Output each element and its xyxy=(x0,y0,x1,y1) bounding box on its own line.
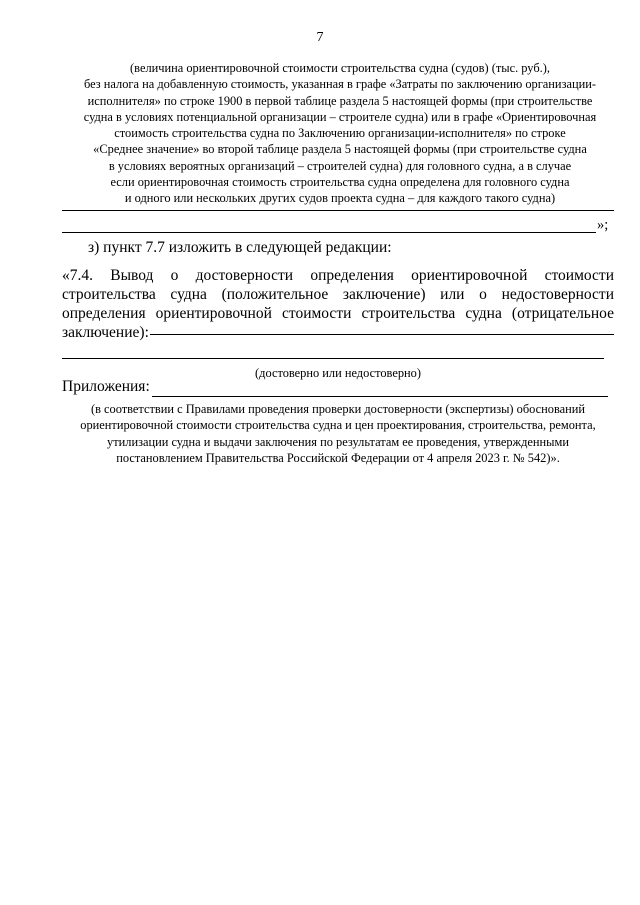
conclusion-fill-line xyxy=(62,358,604,359)
note-line: без налога на добавленную стоимость, указанная в графе «Затраты по заключению организации- xyxy=(84,77,596,92)
note-line: стоимость строительства судна по Заключению организации-исполнителя» по строке xyxy=(114,126,566,141)
fill-in-line xyxy=(62,210,614,211)
conclusion-caption: (достоверно или недостоверно) xyxy=(255,366,421,380)
conclusion-fill-line xyxy=(150,334,614,335)
note-line: в условиях вероятных организаций – строителей судна) для головного судна, а в случае xyxy=(108,158,572,173)
appendix-note-line: утилизации судна и выдачи заключения по результатам ее проведения, утвержденными xyxy=(107,434,569,449)
appendix-note xyxy=(62,401,614,466)
page-number: 7 xyxy=(316,30,324,45)
clause-7-4 xyxy=(62,266,614,342)
clause-line: определения ориентировочной стоимости строительства судна (отрицательное xyxy=(62,305,614,322)
note-line: «Среднее значение» во второй таблице раздела 5 настоящей формы (при строительстве судна xyxy=(93,142,587,157)
appendix-note-line: (в соответствии с Правилами проведения проверки достоверности (экспертизы) обоснований xyxy=(90,402,586,416)
appendix-label: Приложения: xyxy=(62,378,150,395)
appendix-note-line: постановлением Правительства Российской Федерации от 4 апреля 2023 г. № 542)». xyxy=(116,450,560,465)
clause-line: заключение): xyxy=(62,324,149,341)
appendix-note-line: ориентировочной стоимости строительства судна и цен проектирования, строительства, ремонта, xyxy=(80,418,596,433)
note-line: (величина ориентировочной стоимости строительства судна (судов) (тыс. руб.), xyxy=(130,61,550,75)
clause-line: «7.4. Вывод о достоверности определения ориентировочной стоимости xyxy=(62,267,614,284)
clause-line: строительства судна (положительное заключение) или о недостоверности xyxy=(62,286,614,303)
note-line: судна в условиях потенциальной организации – строителе судна) или в графе «Ориентировочная xyxy=(83,109,597,124)
appendix-fill-line xyxy=(152,396,608,397)
closing-quote-mark: »; xyxy=(597,217,609,233)
note-line: исполнителя» по строке 1900 в первой таблице раздела 5 настоящей формы (при строительстве xyxy=(87,93,593,108)
note-line: если ориентировочная стоимость строительства судна определена для головного судна xyxy=(110,175,570,190)
amendment-item-z: з) пункт 7.7 изложить в следующей редакции: xyxy=(88,239,392,256)
fill-in-line xyxy=(62,232,596,233)
note-line: и одного или нескольких других судов проекта судна – для каждого такого судна) xyxy=(124,191,556,206)
cost-explanation-note xyxy=(60,60,620,207)
